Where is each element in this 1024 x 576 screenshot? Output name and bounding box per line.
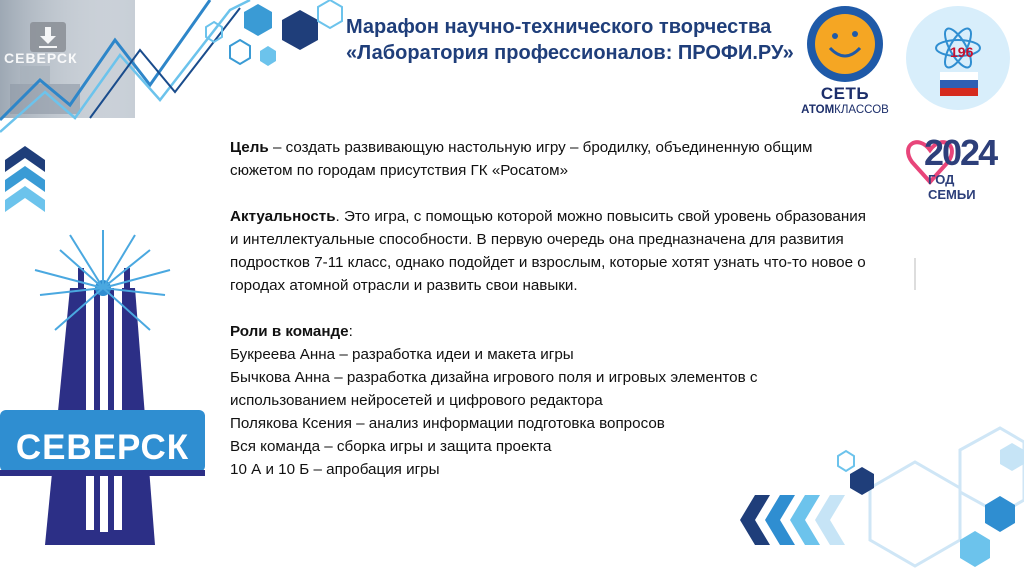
set-atomklassov-logo (790, 6, 900, 124)
roles-heading (230, 320, 870, 343)
set-logo-atom: АТОМ (801, 104, 835, 116)
roles-colon: : (348, 323, 353, 340)
goal-paragraph (230, 136, 870, 182)
emblem-number: 196 (950, 44, 974, 60)
role-item: Букреева Анна – разработка идеи и макета игры (230, 346, 574, 363)
corner-city-label: СЕВЕРСК (4, 50, 78, 66)
slide-content (230, 136, 870, 481)
roles-label: Роли в команде (230, 323, 349, 340)
divider-line (914, 258, 916, 290)
role-item: Вся команда – сборка игры и защита проекта (230, 438, 552, 455)
chevron-arrows-bottom (740, 495, 845, 545)
role-item: 10 А и 10 Б – апробация игры (230, 461, 440, 478)
set-logo-subtitle (790, 104, 900, 116)
relevance-paragraph (230, 205, 870, 297)
year-number: 2024 (924, 132, 997, 173)
goal-label: Цель (230, 139, 269, 156)
set-logo-title: СЕТЬ (820, 84, 870, 103)
download-button[interactable] (30, 22, 66, 52)
role-item: Полякова Ксения – анализ информации подготовка вопросов (230, 415, 665, 432)
year-caption: ГОД СЕМЬИ (928, 172, 976, 202)
header-title-line2: «Лаборатория профессионалов: ПРОФИ.РУ» (346, 42, 794, 64)
set-logo-klassov: КЛАССОВ (834, 104, 889, 116)
role-item: Бычкова Анна – разработка дизайна игрового поля и игровых элементов с использованием нейросетей и цифрового редактора (230, 369, 758, 409)
header-title-line1: Марафон научно-технического творчества (346, 16, 772, 38)
relevance-text: . Это игра, с помощью которой можно повысить свой уровень образования и интеллектуальные способности. В первую очередь она предназначена для развития подростков 7-11 класс, однако подойдет и взрослым, которые хотят узнать что-то новое о городах атомной отрасли и развить свои навыки. (230, 208, 866, 294)
slide-header (346, 14, 794, 66)
relevance-label: Актуальность (230, 208, 336, 225)
download-icon (30, 22, 66, 52)
year-of-family-logo (914, 132, 1004, 202)
goal-text: – создать развивающую настольную игру – бродилку, объединенную общим сюжетом по городам присутствия ГК «Росатом» (230, 139, 813, 179)
city-name-label: СЕВЕРСК (15, 428, 190, 467)
hexagon-pattern-top (206, 0, 342, 66)
chevron-arrows-left (5, 146, 45, 212)
seversk-tower-logo (0, 230, 205, 545)
